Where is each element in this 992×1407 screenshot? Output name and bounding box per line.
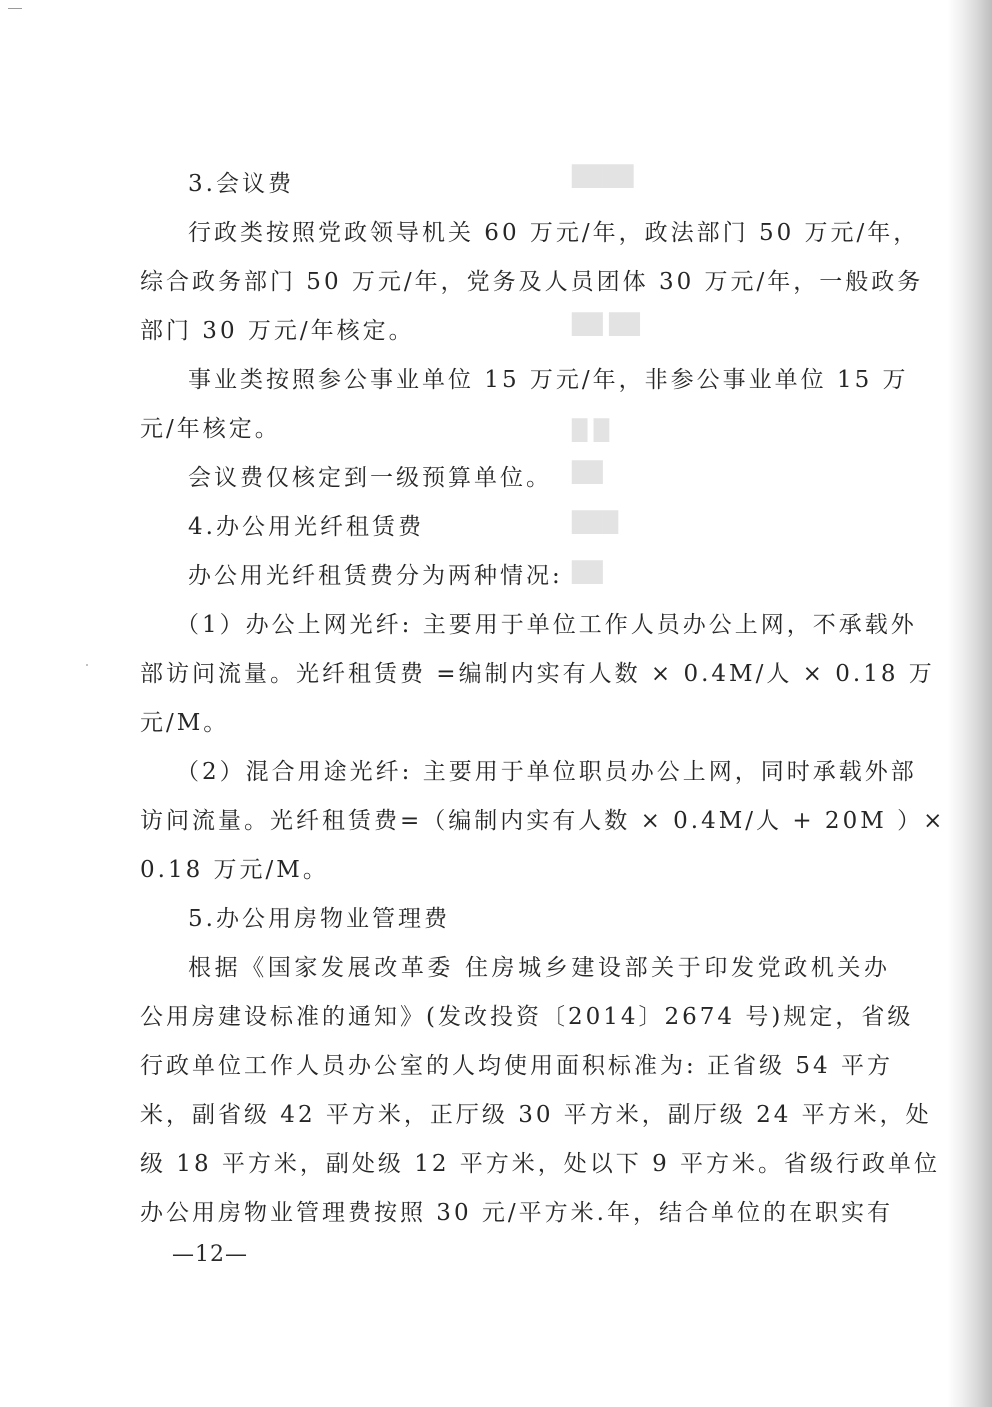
paragraph-line: 事业类按照参公事业单位 15 万元/年，非参公事业单位 15 万 xyxy=(188,367,909,393)
paragraph-line: 办公用光纤租赁费分为两种情况: xyxy=(188,563,563,589)
paragraph-line: 行政类按照党政领导机关 60 万元/年，政法部门 50 万元/年， xyxy=(188,220,920,246)
paragraph-line: 部门 30 万元/年核定。 xyxy=(140,318,415,344)
paragraph-line: 会议费仅核定到一级预算单位。 xyxy=(188,465,552,491)
paragraph-line: 访问流量。光纤租赁费=（编制内实有人数 × 0.4M/人 + 20M ）× xyxy=(140,808,946,834)
paragraph-line: 办公用房物业管理费按照 30 元/平方米.年，结合单位的在职实有 xyxy=(140,1200,893,1226)
section-heading-meeting-fee: 3.会议费 xyxy=(188,171,294,197)
paragraph-line: 部访问流量。光纤租赁费 =编制内实有人数 × 0.4M/人 × 0.18 万 xyxy=(140,661,935,687)
paragraph-line: 米，副省级 42 平方米，正厅级 30 平方米，副厅级 24 平方米，处 xyxy=(140,1102,932,1128)
corner-mark xyxy=(8,8,22,9)
paragraph-line: 综合政务部门 50 万元/年，党务及人员团体 30 万元/年，一般政务 xyxy=(140,269,924,295)
section-heading-property-fee: 5.办公用房物业管理费 xyxy=(188,906,450,932)
paragraph-line: 根据《国家发展改革委 住房城乡建设部关于印发党政机关办 xyxy=(188,955,890,981)
bleed-through-text: ████ ██ ██ █ █ ██ ███ ██ xyxy=(572,164,640,584)
paragraph-line: 元/M。 xyxy=(140,710,230,736)
paragraph-line: 公用房建设标准的通知》(发改投资〔2014〕2674 号)规定，省级 xyxy=(140,1004,914,1030)
page-number: —12— xyxy=(172,1242,248,1267)
paragraph-line: （1）办公上网光纤: 主要用于单位工作人员办公上网，不承载外 xyxy=(176,612,917,638)
paragraph-line: 级 18 平方米，副处级 12 平方米，处以下 9 平方米。省级行政单位 xyxy=(140,1151,941,1177)
scan-speck xyxy=(86,664,88,666)
document-body xyxy=(140,160,946,1238)
paragraph-line: 0.18 万元/M。 xyxy=(140,857,329,883)
section-heading-fiber-rent: 4.办公用光纤租赁费 xyxy=(188,514,424,540)
paragraph-line: 行政单位工作人员办公室的人均使用面积标准为: 正省级 54 平方 xyxy=(140,1053,893,1079)
paragraph-line: （2）混合用途光纤: 主要用于单位职员办公上网，同时承载外部 xyxy=(176,759,917,785)
paragraph-line: 元/年核定。 xyxy=(140,416,281,442)
